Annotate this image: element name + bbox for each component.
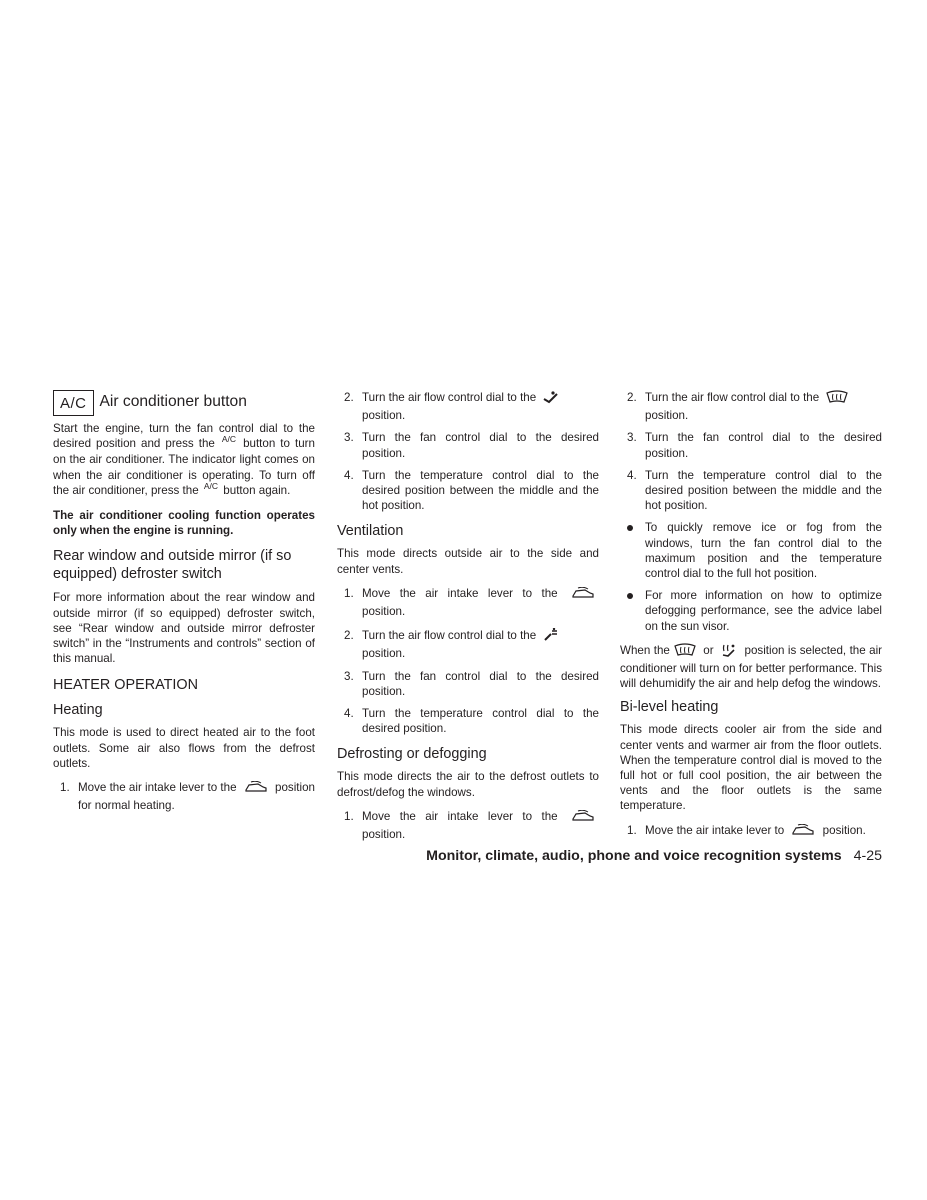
step-text-b: position for normal heating. — [78, 781, 315, 813]
foot-outlet-icon — [543, 391, 559, 408]
heating-step-1 — [53, 780, 315, 813]
step-text-b: position. — [645, 409, 689, 423]
heating-step-2 — [337, 390, 599, 423]
step-number: 3. — [344, 431, 354, 445]
car-outside-air-icon — [244, 781, 268, 798]
step-text-a: Move the air intake lever to — [645, 823, 785, 837]
step-text-b: position. — [822, 823, 866, 837]
heating-paragraph: This mode is used to direct heated air to the foot outlets. Some air also flows from the defrost outlets. — [53, 726, 315, 770]
windshield-defrost-icon — [826, 390, 848, 408]
step-number: 3. — [627, 431, 637, 445]
bullet-sun-visor — [620, 588, 882, 634]
step-number: 1. — [344, 586, 354, 600]
windshield-defrost-icon — [674, 643, 696, 661]
step-number: 3. — [344, 669, 354, 683]
defrosting-step-3 — [620, 430, 882, 460]
car-outside-air-icon — [571, 587, 595, 604]
bullet-quick-defrost — [620, 520, 882, 581]
ac-warning: The air conditioner cooling function operates only when the engine is running. — [53, 509, 315, 538]
defrost-floor-icon — [721, 643, 737, 661]
car-outside-air-icon — [571, 810, 595, 827]
when-text-a: When the — [620, 643, 670, 657]
ventilation-step-2 — [337, 628, 599, 661]
vent-face-icon — [543, 628, 559, 646]
bullet-text: To quickly remove ice or fog from the windows, turn the fan control dial to the maximum position and the temperature control dial to the full hot position. — [645, 521, 882, 581]
ventilation-paragraph: This mode directs outside air to the side and center vents. — [337, 547, 599, 576]
step-text-a: Turn the air flow control dial to the — [362, 391, 537, 404]
ventilation-step-1 — [337, 586, 599, 619]
step-text-a: Move the air intake lever to the — [362, 809, 558, 823]
step-text-a: Move the air intake lever to the — [78, 781, 237, 795]
ac-p1-b: button to turn on the air conditioner. The indicator light comes on when the air conditioner is operating. To turn off the air conditioner, press the — [53, 437, 315, 497]
defrosting-step-4 — [620, 468, 882, 514]
step-text-b: position. — [362, 647, 406, 661]
step-number: 2. — [627, 391, 637, 404]
step-text-b: position. — [362, 828, 406, 842]
bilevel-paragraph: This mode directs cooler air from the side and center vents and warmer air from the floor outlets. When the temperature control dial is moved to the full hot or full cool position, the air between the vents and the floor outlets is the same temperature. — [620, 723, 882, 813]
heating-heading: Heating — [53, 702, 103, 719]
ac-button-icon: A/C — [53, 390, 94, 416]
car-outside-air-icon — [791, 824, 815, 841]
step-number: 2. — [344, 629, 354, 643]
ac-paragraph — [53, 421, 315, 499]
step-text-a: Turn the air flow control dial to the — [362, 629, 537, 643]
page-number: 4-25 — [853, 848, 882, 864]
heating-step-4 — [337, 468, 599, 514]
step-text: Turn the fan control dial to the desired position. — [362, 431, 599, 460]
step-number: 1. — [344, 809, 354, 823]
step-text: Turn the temperature control dial to the desired position between the middle and the hot position. — [362, 468, 599, 513]
column-1 — [53, 390, 315, 813]
bullet-text: For more information on how to optimize defogging performance, see the advice label on the sun visor. — [645, 589, 882, 633]
column-2 — [337, 390, 599, 842]
step-text-a: Turn the air flow control dial to the — [645, 391, 820, 404]
step-number: 1. — [60, 781, 70, 795]
defrosting-heading: Defrosting or defogging — [337, 746, 487, 763]
step-text: Turn the temperature control dial to the desired position between the middle and the hot position. — [645, 468, 882, 513]
rear-defroster-paragraph: For more information about the rear window and outside mirror (if so equipped) defroster switch, see “Rear window and outside mirror defroster switch” in the “Instruments and controls” section of this manual. — [53, 591, 315, 666]
step-text: Turn the temperature control dial to the desired position. — [362, 707, 599, 736]
step-number: 1. — [627, 823, 637, 837]
heater-operation-heading: HEATER OPERATION — [53, 677, 198, 694]
when-text-or: or — [703, 643, 714, 657]
heating-step-3 — [337, 430, 599, 460]
column-3 — [620, 390, 882, 841]
ventilation-step-4 — [337, 706, 599, 736]
ac-heading: Air conditioner button — [99, 393, 247, 411]
when-paragraph — [620, 643, 882, 692]
ventilation-heading: Ventilation — [337, 523, 404, 540]
when-text-b: position is selected, the air conditioner will turn on for better performance. This will dehumidify the air and help defog the windows. — [620, 643, 883, 691]
defrosting-paragraph: This mode directs the air to the defrost outlets to defrost/defog the windows. — [337, 770, 599, 799]
ventilation-step-3 — [337, 669, 599, 699]
step-number: 4. — [344, 468, 354, 482]
defrosting-step-2 — [620, 390, 882, 423]
step-text: Turn the fan control dial to the desired position. — [645, 431, 882, 460]
bullet-icon — [627, 593, 633, 599]
ac-p1-c: button again. — [223, 483, 291, 497]
step-text-b: position. — [362, 605, 406, 619]
step-text-b: position. — [362, 409, 406, 423]
step-number: 4. — [627, 468, 637, 482]
ac-heading-row — [53, 390, 315, 416]
step-text-a: Move the air intake lever to the — [362, 586, 558, 600]
ac-p1-a: Start the engine, turn the fan control dial to the desired position and press the — [53, 422, 315, 451]
ac-small-icon-2: A/C — [203, 480, 219, 491]
defrosting-step-1 — [337, 809, 599, 842]
rear-defroster-heading: Rear window and outside mirror (if so equipped) defroster switch — [53, 548, 292, 583]
step-text: Turn the fan control dial to the desired position. — [362, 669, 599, 698]
ac-small-icon-1: A/C — [221, 434, 237, 445]
bilevel-step-1 — [620, 823, 882, 841]
page-footer — [420, 848, 882, 864]
step-number: 4. — [344, 707, 354, 721]
bullet-icon — [627, 525, 633, 531]
step-number: 2. — [344, 391, 354, 404]
bilevel-heading: Bi-level heating — [620, 699, 719, 716]
footer-section-title: Monitor, climate, audio, phone and voice recognition systems — [426, 848, 842, 864]
